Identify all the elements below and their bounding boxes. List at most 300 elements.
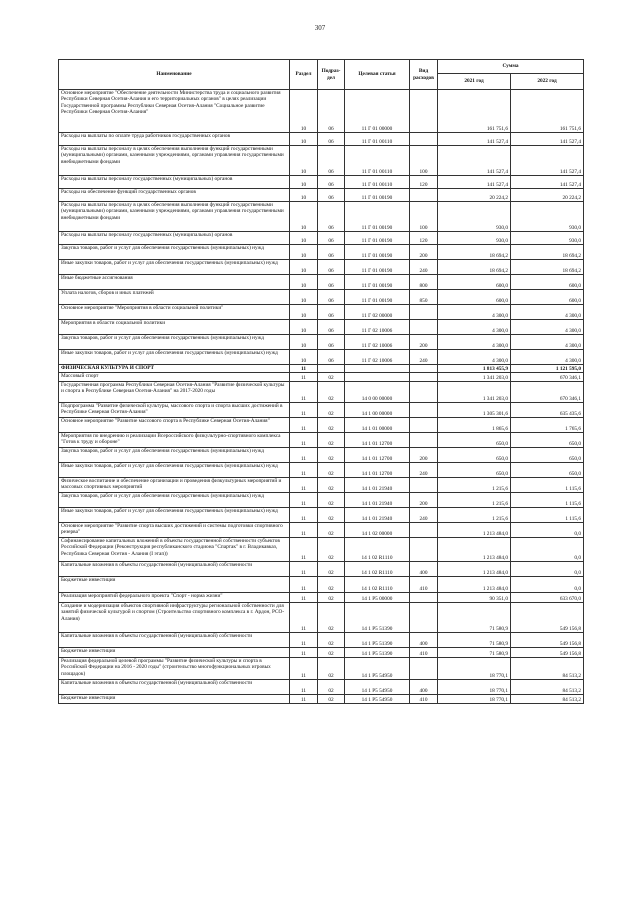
row-expense-type: 200 [410, 245, 438, 260]
row-expense-type [410, 403, 438, 418]
table-row [59, 260, 584, 275]
row-podrazdel: 02 [318, 508, 345, 523]
row-sum-2021: 20 224,2 [438, 189, 511, 202]
row-sum-2022: 549 156,8 [511, 603, 584, 633]
row-target-article: 11 Г 02 10006 [345, 335, 410, 350]
row-sum-2022: 18 694,2 [511, 245, 584, 260]
row-razdel: 11 [290, 593, 318, 603]
row-sum-2021: 1 813 455,9 [438, 365, 511, 373]
row-target-article: 11 Г 02 10006 [345, 350, 410, 365]
row-podrazdel: 02 [318, 562, 345, 577]
row-target-article: 14 1 01 21940 [345, 508, 410, 523]
row-sum-2021: 71 580,9 [438, 603, 511, 633]
row-podrazdel: 02 [318, 603, 345, 633]
row-podrazdel: 02 [318, 695, 345, 704]
row-sum-2022: 1 765,6 [511, 418, 584, 433]
row-razdel: 10 [290, 245, 318, 260]
row-expense-type: 410 [410, 648, 438, 658]
row-target-article: 11 Г 01 00000 [345, 90, 410, 133]
table-row [59, 680, 584, 695]
row-razdel: 11 [290, 365, 318, 373]
table-row [59, 202, 584, 232]
row-sum-2021: 1 213 484,0 [438, 577, 511, 593]
row-target-article: 14 1 P5 51390 [345, 633, 410, 648]
table-row [59, 603, 584, 633]
row-name: Бюджетные инвестиции [59, 648, 290, 658]
row-sum-2022: 0,0 [511, 577, 584, 593]
table-row [59, 478, 584, 493]
row-sum-2022: 670 346,1 [511, 382, 584, 403]
row-razdel: 11 [290, 658, 318, 680]
table-row [59, 335, 584, 350]
row-expense-type: 240 [410, 260, 438, 275]
row-razdel: 11 [290, 562, 318, 577]
row-sum-2021: 600,0 [438, 290, 511, 305]
row-podrazdel: 02 [318, 523, 345, 538]
table-row [59, 320, 584, 335]
row-sum-2021: 4 300,0 [438, 320, 511, 335]
header-target: Целевая статья [345, 60, 410, 90]
row-sum-2021: 650,0 [438, 448, 511, 463]
table-row [59, 633, 584, 648]
row-sum-2022: 84 513,2 [511, 680, 584, 695]
table-row [59, 245, 584, 260]
row-sum-2022: 0,0 [511, 562, 584, 577]
row-target-article: 11 Г 01 00190 [345, 260, 410, 275]
row-podrazdel: 06 [318, 350, 345, 365]
row-razdel: 10 [290, 90, 318, 133]
row-name: ФИЗИЧЕСКАЯ КУЛЬТУРА И СПОРТ [59, 365, 290, 373]
row-sum-2021: 1 213 484,0 [438, 562, 511, 577]
row-expense-type: 200 [410, 335, 438, 350]
row-razdel: 10 [290, 320, 318, 335]
row-razdel: 11 [290, 508, 318, 523]
table-row [59, 648, 584, 658]
row-podrazdel: 06 [318, 176, 345, 189]
row-razdel: 11 [290, 523, 318, 538]
row-sum-2022: 1 115,6 [511, 478, 584, 493]
row-name: Иные закупки товаров, работ и услуг для обеспечения государственных (муниципальных) нужд [59, 350, 290, 365]
row-podrazdel: 02 [318, 593, 345, 603]
row-razdel: 10 [290, 305, 318, 320]
table-row [59, 562, 584, 577]
row-sum-2022: 1 115,6 [511, 493, 584, 508]
row-sum-2022: 1 115,6 [511, 508, 584, 523]
row-razdel: 11 [290, 603, 318, 633]
row-name: Массовый спорт [59, 373, 290, 382]
row-razdel: 11 [290, 648, 318, 658]
row-target-article: 14 1 02 00000 [345, 523, 410, 538]
row-name: Реализация федеральной целевой программы "Развитие физической культуры и спорта в Российской Федерации на 2016 - 2020 годы" (строительство многофункциональных игровых площадок) [59, 658, 290, 680]
row-podrazdel: 06 [318, 90, 345, 133]
row-name: Расходы на выплаты персоналу в целях обеспечения выполнения функций государственными (муниципальными) органами, казенными учреждениями, органами управления государственными внебюджетными фондами [59, 146, 290, 176]
row-sum-2021: 930,0 [438, 232, 511, 245]
row-sum-2022: 0,0 [511, 523, 584, 538]
row-sum-2021: 1 215,6 [438, 493, 511, 508]
row-razdel: 10 [290, 133, 318, 146]
row-razdel: 11 [290, 493, 318, 508]
row-target-article: 14 1 P5 00000 [345, 593, 410, 603]
row-sum-2021: 71 580,9 [438, 633, 511, 648]
row-sum-2022: 141 527,4 [511, 146, 584, 176]
row-target-article: 11 Г 01 00190 [345, 189, 410, 202]
row-expense-type: 240 [410, 508, 438, 523]
row-target-article: 11 Г 01 00190 [345, 245, 410, 260]
row-name: Основное мероприятие "Развитие массового спорта в Республике Северная Осетия-Алания" [59, 418, 290, 433]
row-sum-2021: 650,0 [438, 463, 511, 478]
table-row [59, 382, 584, 403]
row-expense-type: 850 [410, 290, 438, 305]
row-expense-type [410, 382, 438, 403]
row-expense-type [410, 658, 438, 680]
row-razdel: 10 [290, 260, 318, 275]
row-razdel: 10 [290, 189, 318, 202]
row-razdel: 10 [290, 146, 318, 176]
row-name: Расходы на выплаты персоналу государственных (муниципальных) органов [59, 232, 290, 245]
row-sum-2021: 1 341 203,0 [438, 382, 511, 403]
row-sum-2022: 20 224,2 [511, 189, 584, 202]
budget-table [58, 59, 584, 704]
row-target-article: 14 1 02 R1110 [345, 577, 410, 593]
row-target-article: 14 1 P5 51390 [345, 603, 410, 633]
table-row [59, 232, 584, 245]
row-podrazdel: 06 [318, 290, 345, 305]
row-expense-type [410, 603, 438, 633]
row-target-article: 11 Г 01 00190 [345, 275, 410, 290]
row-podrazdel: 02 [318, 658, 345, 680]
row-expense-type: 200 [410, 493, 438, 508]
row-sum-2021: 1 215,6 [438, 508, 511, 523]
page-number: 307 [314, 24, 326, 32]
row-podrazdel: 06 [318, 320, 345, 335]
table-row [59, 418, 584, 433]
row-name: Мероприятия по внедрению и реализации Всероссийского физкультурно-спортивного комплекса "Готов к труду и обороне" [59, 433, 290, 448]
row-podrazdel: 06 [318, 260, 345, 275]
row-razdel: 10 [290, 232, 318, 245]
row-sum-2021: 1 215,6 [438, 478, 511, 493]
row-target-article: 14 1 P5 54950 [345, 658, 410, 680]
row-expense-type: 200 [410, 448, 438, 463]
row-sum-2021: 1 341 203,0 [438, 373, 511, 382]
row-razdel: 10 [290, 275, 318, 290]
row-expense-type [410, 189, 438, 202]
row-name: Капитальные вложения в объекты государственной (муниципальной) собственности [59, 680, 290, 695]
row-podrazdel: 02 [318, 373, 345, 382]
row-target-article [345, 373, 410, 382]
row-razdel: 11 [290, 373, 318, 382]
row-podrazdel: 06 [318, 146, 345, 176]
row-name: Основное мероприятие "Развитие спорта высших достижений и системы подготовки спортивного резерва" [59, 523, 290, 538]
row-sum-2022: 4 300,0 [511, 320, 584, 335]
row-sum-2021: 1 305 301,6 [438, 403, 511, 418]
row-razdel: 11 [290, 433, 318, 448]
table-row [59, 433, 584, 448]
row-podrazdel: 06 [318, 202, 345, 232]
table-row [59, 90, 584, 133]
row-podrazdel: 02 [318, 538, 345, 562]
row-name: Закупка товаров, работ и услуг для обеспечения государственных (муниципальных) нужд [59, 245, 290, 260]
row-podrazdel: 06 [318, 305, 345, 320]
table-row [59, 463, 584, 478]
row-sum-2021: 71 580,9 [438, 648, 511, 658]
row-expense-type [410, 365, 438, 373]
row-sum-2021: 161 751,6 [438, 90, 511, 133]
table-row [59, 275, 584, 290]
row-podrazdel: 02 [318, 633, 345, 648]
row-razdel: 10 [290, 176, 318, 189]
row-sum-2022: 549 156,8 [511, 648, 584, 658]
row-sum-2022: 141 527,4 [511, 176, 584, 189]
row-sum-2021: 1 213 484,0 [438, 538, 511, 562]
row-sum-2021: 90 351,0 [438, 593, 511, 603]
row-sum-2022: 18 694,2 [511, 260, 584, 275]
row-sum-2022: 600,0 [511, 290, 584, 305]
row-expense-type: 400 [410, 633, 438, 648]
row-expense-type [410, 538, 438, 562]
row-expense-type [410, 373, 438, 382]
row-podrazdel: 06 [318, 335, 345, 350]
row-podrazdel: 02 [318, 448, 345, 463]
row-podrazdel: 02 [318, 418, 345, 433]
row-expense-type: 100 [410, 202, 438, 232]
row-sum-2022: 0,0 [511, 538, 584, 562]
table-row [59, 695, 584, 704]
row-sum-2022: 600,0 [511, 275, 584, 290]
table-row [59, 176, 584, 189]
table-row [59, 508, 584, 523]
row-sum-2022: 4 300,0 [511, 335, 584, 350]
row-name: Капитальные вложения в объекты государственной (муниципальной) собственности [59, 633, 290, 648]
row-expense-type [410, 523, 438, 538]
row-sum-2021: 1 213 484,0 [438, 523, 511, 538]
row-target-article: 14 1 01 21940 [345, 478, 410, 493]
row-sum-2022: 161 751,6 [511, 90, 584, 133]
row-name: Расходы на выплаты персоналу в целях обеспечения выполнения функций государственными (муниципальными) органами, казенными учреждениями, органами управления государственными внебюджетными фондами [59, 202, 290, 232]
row-name: Бюджетные инвестиции [59, 577, 290, 593]
table-row [59, 373, 584, 382]
row-razdel: 10 [290, 350, 318, 365]
row-sum-2022: 930,0 [511, 232, 584, 245]
table-row [59, 189, 584, 202]
row-expense-type [410, 433, 438, 448]
row-expense-type: 410 [410, 695, 438, 704]
row-target-article: 14 1 P5 54950 [345, 695, 410, 704]
row-expense-type: 120 [410, 232, 438, 245]
row-sum-2021: 18 694,2 [438, 245, 511, 260]
row-razdel: 11 [290, 577, 318, 593]
row-razdel: 11 [290, 463, 318, 478]
row-name: Расходы на обеспечение функций государственных органов [59, 189, 290, 202]
table-row [59, 403, 584, 418]
row-razdel: 11 [290, 680, 318, 695]
header-name: Наименование [59, 60, 290, 90]
row-expense-type [410, 305, 438, 320]
row-razdel: 11 [290, 633, 318, 648]
row-expense-type [410, 418, 438, 433]
table-row [59, 290, 584, 305]
row-target-article: 14 1 01 12700 [345, 463, 410, 478]
row-razdel: 11 [290, 478, 318, 493]
header-year-2021: 2021 год [438, 74, 511, 90]
row-name: Реализация мероприятий федерального проекта "Спорт - норма жизни" [59, 593, 290, 603]
table-row [59, 448, 584, 463]
row-target-article: 11 Г 01 00110 [345, 146, 410, 176]
row-razdel: 10 [290, 290, 318, 305]
table-row [59, 493, 584, 508]
row-expense-type: 240 [410, 350, 438, 365]
table-row [59, 538, 584, 562]
row-podrazdel: 06 [318, 133, 345, 146]
row-sum-2021: 18 770,1 [438, 658, 511, 680]
row-name: Закупка товаров, работ и услуг для обеспечения государственных (муниципальных) нужд [59, 335, 290, 350]
row-sum-2022: 670 346,1 [511, 373, 584, 382]
row-sum-2022: 4 300,0 [511, 305, 584, 320]
row-expense-type: 800 [410, 275, 438, 290]
table-row [59, 146, 584, 176]
row-sum-2022: 633 670,0 [511, 593, 584, 603]
row-podrazdel: 06 [318, 232, 345, 245]
row-target-article: 11 Г 01 00110 [345, 176, 410, 189]
row-expense-type: 400 [410, 680, 438, 695]
table-body [59, 90, 584, 704]
row-podrazdel: 02 [318, 478, 345, 493]
row-target-article: 14 1 P5 51390 [345, 648, 410, 658]
row-expense-type: 120 [410, 176, 438, 189]
header-sum: Сумма [438, 60, 584, 74]
row-sum-2021: 18 694,2 [438, 260, 511, 275]
row-razdel: 10 [290, 335, 318, 350]
row-razdel: 11 [290, 538, 318, 562]
row-name: Подпрограмма "Развитие физической культуры, массового спорта и спорта высших достижений в Республике Северная Осетия-Алания" [59, 403, 290, 418]
row-sum-2022: 4 300,0 [511, 350, 584, 365]
row-podrazdel: 02 [318, 433, 345, 448]
row-expense-type [410, 133, 438, 146]
row-target-article: 11 Г 02 00000 [345, 305, 410, 320]
row-target-article: 14 1 00 00000 [345, 403, 410, 418]
row-sum-2021: 930,0 [438, 202, 511, 232]
row-expense-type [410, 320, 438, 335]
row-podrazdel: 06 [318, 245, 345, 260]
row-podrazdel: 02 [318, 577, 345, 593]
table-row [59, 523, 584, 538]
row-target-article: 14 1 01 12700 [345, 448, 410, 463]
row-target-article: 14 1 P5 54950 [345, 680, 410, 695]
row-target-article: 14 1 01 21940 [345, 493, 410, 508]
row-podrazdel: 06 [318, 189, 345, 202]
row-target-article: 11 Г 01 00190 [345, 232, 410, 245]
row-name: Государственная программа Республики Северная Осетия-Алания "Развитие физической культуры и спорта в Республике Северная Осетия-Алания" на 2017-2020 годы [59, 382, 290, 403]
row-razdel: 11 [290, 403, 318, 418]
row-sum-2022: 930,0 [511, 202, 584, 232]
row-podrazdel: 02 [318, 680, 345, 695]
row-name: Иные закупки товаров, работ и услуг для обеспечения государственных (муниципальных) нужд [59, 463, 290, 478]
header-podrazdel: Подраз-дел [318, 60, 345, 90]
header-year-2022: 2022 год [511, 74, 584, 90]
row-target-article: 11 Г 01 00190 [345, 290, 410, 305]
row-target-article [345, 365, 410, 373]
row-podrazdel: 02 [318, 403, 345, 418]
row-sum-2021: 4 300,0 [438, 335, 511, 350]
row-name: Расходы на выплаты персоналу государственных (муниципальных) органов [59, 176, 290, 189]
row-podrazdel: 02 [318, 648, 345, 658]
row-name: Уплата налогов, сборов и иных платежей [59, 290, 290, 305]
row-sum-2021: 4 300,0 [438, 350, 511, 365]
row-target-article: 14 1 01 00000 [345, 418, 410, 433]
row-razdel: 10 [290, 202, 318, 232]
row-sum-2021: 141 527,4 [438, 176, 511, 189]
row-expense-type: 240 [410, 463, 438, 478]
row-name: Иные закупки товаров, работ и услуг для обеспечения государственных (муниципальных) нужд [59, 508, 290, 523]
row-name: Иные закупки товаров, работ и услуг для обеспечения государственных (муниципальных) нужд [59, 260, 290, 275]
row-podrazdel: 06 [318, 275, 345, 290]
header-vid: Вид расходов [410, 60, 438, 90]
row-razdel: 11 [290, 448, 318, 463]
row-sum-2022: 650,0 [511, 433, 584, 448]
row-name: Иные бюджетные ассигнования [59, 275, 290, 290]
row-name: Создание и модернизация объектов спортивной инфраструктуры региональной собственности для занятий физической культурой и спортом (Строительство спортивного комплекса в г. Ардон, РСО-Алания) [59, 603, 290, 633]
row-podrazdel: 02 [318, 382, 345, 403]
row-sum-2022: 549 156,8 [511, 633, 584, 648]
row-razdel: 11 [290, 418, 318, 433]
table-row [59, 365, 584, 373]
row-sum-2021: 141 527,4 [438, 133, 511, 146]
row-expense-type [410, 90, 438, 133]
row-name: Физическое воспитание и обеспечение организации и проведения физкультурных мероприятий и массовых спортивных мероприятий [59, 478, 290, 493]
row-target-article: 14 1 02 R1110 [345, 538, 410, 562]
table-row [59, 305, 584, 320]
row-sum-2022: 650,0 [511, 448, 584, 463]
row-sum-2022: 650,0 [511, 463, 584, 478]
row-sum-2021: 4 300,0 [438, 305, 511, 320]
row-expense-type: 100 [410, 146, 438, 176]
row-expense-type [410, 593, 438, 603]
table-row [59, 577, 584, 593]
row-podrazdel: 02 [318, 493, 345, 508]
row-expense-type: 410 [410, 577, 438, 593]
row-target-article: 14 0 00 00000 [345, 382, 410, 403]
row-expense-type [410, 478, 438, 493]
row-sum-2021: 18 770,1 [438, 695, 511, 704]
row-target-article: 14 1 01 12700 [345, 433, 410, 448]
table-row [59, 350, 584, 365]
table-row [59, 593, 584, 603]
row-name: Закупка товаров, работ и услуг для обеспечения государственных (муниципальных) нужд [59, 493, 290, 508]
row-sum-2022: 1 121 595,0 [511, 365, 584, 373]
header-razdel: Раздел [290, 60, 318, 90]
row-name: Основное мероприятие "Обеспечение деятельности Министерства труда и социального развития Республики Северная Осетия-Алания и его территориальных органов" в целях реализации Государственной программы Республики Северная Осетия-Алания "Социальное развитие Республики Северная Осетия-Алания" [59, 90, 290, 133]
row-target-article: 11 Г 01 00110 [345, 133, 410, 146]
row-podrazdel: 02 [318, 463, 345, 478]
row-name: Расходы на выплаты по оплате труда работников государственных органов [59, 133, 290, 146]
row-podrazdel [318, 365, 345, 373]
row-razdel: 11 [290, 382, 318, 403]
row-target-article: 11 Г 02 10006 [345, 320, 410, 335]
row-sum-2021: 141 527,4 [438, 146, 511, 176]
row-name: Бюджетные инвестиции [59, 695, 290, 704]
row-target-article: 11 Г 01 00190 [345, 202, 410, 232]
row-sum-2021: 600,0 [438, 275, 511, 290]
row-name: Мероприятия в области социальной политики [59, 320, 290, 335]
row-sum-2022: 635 435,6 [511, 403, 584, 418]
table-row [59, 133, 584, 146]
row-name: Основное мероприятие "Мероприятия в области социальной политики" [59, 305, 290, 320]
row-sum-2021: 1 865,6 [438, 418, 511, 433]
row-razdel: 11 [290, 695, 318, 704]
row-sum-2022: 84 513,2 [511, 658, 584, 680]
row-name: Софинансирование капитальных вложений в объекты государственной собственности субъектов Российской Федерации (Реконструкция республиканского стадиона "Спартак" в г. Владикавказ, Республика Северная Осетия - Алания (I этап)) [59, 538, 290, 562]
row-target-article: 14 1 02 R1110 [345, 562, 410, 577]
row-sum-2022: 84 513,2 [511, 695, 584, 704]
